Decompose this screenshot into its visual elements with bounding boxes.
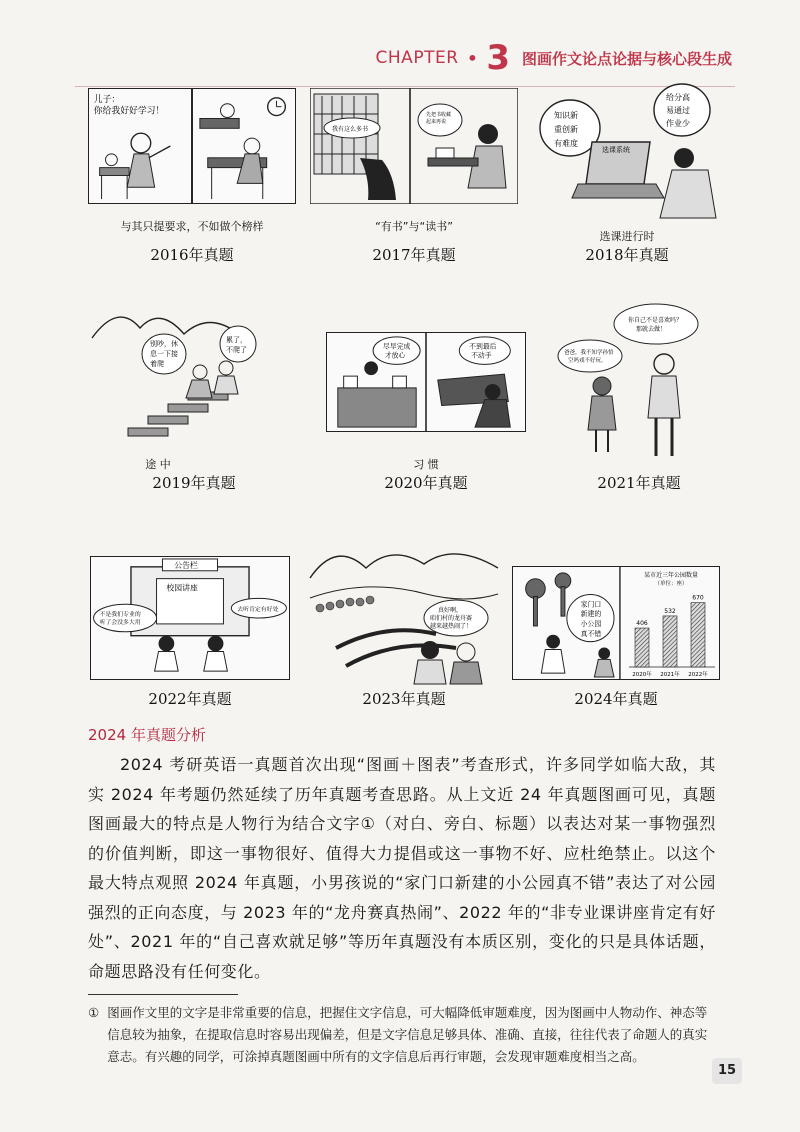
cartoon-2018 <box>532 80 722 220</box>
chart-value-label-0: 406 <box>636 620 648 628</box>
notice-board-title: 公告栏 <box>174 560 198 570</box>
speech-2018-d: 给分高 <box>666 93 690 102</box>
chart-bar-0 <box>635 628 649 667</box>
caption-2017: “有书”与“读书” <box>375 220 453 233</box>
cartoon-2017 <box>310 88 518 204</box>
year-2024: 2024年真题 <box>574 690 658 708</box>
speech-2018-a: 知识新 <box>554 111 578 120</box>
analysis-paragraph <box>88 750 716 986</box>
chapter-number: 3 <box>486 38 510 78</box>
speech-2018-g: 选课系统 <box>602 146 630 154</box>
caption-2020: 习 惯 <box>413 458 439 471</box>
cartoon-2024 <box>512 566 720 680</box>
speech-2019-a: 别吵，休 <box>150 340 178 348</box>
cartoon-2020 <box>326 332 526 432</box>
chapter-word: CHAPTER <box>375 48 459 68</box>
year-2019: 2019年真题 <box>152 474 236 492</box>
chapter-dot: • <box>466 46 479 70</box>
speech-2020-b: 才放心 <box>384 351 406 360</box>
cartoon-2019 <box>88 298 300 454</box>
speech-2019-e: 不爬了 <box>226 346 247 354</box>
caption-2016: 与其只提要求，不如做个榜样 <box>120 220 264 233</box>
speech-2024-a: 家门口 <box>580 600 602 609</box>
page-number: 15 <box>712 1058 742 1084</box>
footnote-text: 图画作文里的文字是非常重要的信息，把握住文字信息，可大幅降低审题难度，因为图画中人物动作、神态等信息较为抽象，在提取信息时容易出现偏差，但是文字信息足够具体、准确、直接，往往代表了命题人的真实意志。有兴趣的同学，可涂掉真题图画中所有的文字信息后再行审题，会发现审题难度相当之高。 <box>107 1005 708 1064</box>
park-count-chart <box>621 567 720 680</box>
speech-2023-c: 越来越热闹了！ <box>430 623 473 630</box>
footnote-divider <box>88 994 238 995</box>
speech-2019-d: 累了， <box>226 336 247 344</box>
year-2016: 2016年真题 <box>150 246 234 264</box>
cartoon-2021 <box>556 300 722 460</box>
chart-value-label-2: 670 <box>692 594 704 602</box>
speech-2023-a: 真好啊， <box>438 607 463 614</box>
speech-2017-c: 起来再说 <box>426 119 447 125</box>
year-2018: 2018年真题 <box>585 246 669 264</box>
speech-2018-b: 重创新 <box>554 125 578 134</box>
analysis-text: 2024 考研英语一真题首次出现“图画＋图表”考查形式，许多同学如临大敌，其实 2024 年考题仍然延续了历年真题考查思路。从上文近 24 年真题图画可见，真题图画最大的特点是人物行为结合文字①（对白、旁白、标题）以表达对某一事物强烈的价值判断，即这一事物很好、值得大力提倡或这一事物不好、应杜绝禁止。以这个最大特点观照 2024 年真题，小男孩说的“家门口新建的小公园真不错”表达了对公园强烈的正向态度，与 2023 年的“龙舟赛真热闹”、2022 年的“非专业课讲座肯定有好处”、2021 年的“自己喜欢就足够”等历年真题没有本质区别，变化的只是具体话题，命题思路没有任何变化。 <box>88 755 716 981</box>
speech-2018-f: 作业少 <box>666 119 690 128</box>
section-title: 2024 年真题分析 <box>88 726 206 744</box>
footnote <box>88 1002 718 1068</box>
notice-lecture: 校园讲座 <box>166 583 198 593</box>
chapter-header <box>376 38 732 78</box>
speech-2024-d: 真不错 <box>580 629 602 638</box>
speech-2024-c: 小公园 <box>580 619 602 628</box>
speech-2022-b: 听了会没多大用 <box>99 619 141 626</box>
chart-category-label-1: 2021年 <box>660 672 680 678</box>
speech-2017-b: 先把书收藏 <box>426 112 452 118</box>
speech-2016-b: 你给我好好学习！ <box>93 106 165 117</box>
speech-2017-a: 我有这么多书 <box>332 126 369 133</box>
chart-subtitle: （单位：座） <box>654 581 688 587</box>
speech-2022-a: 不是我们专业的 <box>99 612 141 619</box>
speech-2024-b: 新建的 <box>580 610 602 619</box>
speech-2023-b: 咱们村的龙舟赛 <box>430 615 473 622</box>
cartoon-2022 <box>90 556 290 680</box>
speech-2021-a: 你自己不是喜欢吗？ <box>628 317 683 324</box>
cartoon-2023 <box>306 538 502 686</box>
chart-title: 某市近三年公园数量 <box>643 572 699 579</box>
year-2020: 2020年真题 <box>384 474 468 492</box>
speech-2020-d: 不动手 <box>471 351 492 360</box>
cartoon-2016 <box>88 88 296 204</box>
speech-2021-c: 爸爸，我不知学孙悟 <box>564 350 614 356</box>
chart-bar-1 <box>663 616 677 667</box>
year-2023: 2023年真题 <box>362 690 446 708</box>
caption-2019: 途 中 <box>145 458 171 471</box>
caption-2018: 选课进行时 <box>599 230 655 243</box>
chart-category-label-0: 2020年 <box>632 672 652 678</box>
speech-2020-a: 尽早完成 <box>382 342 411 351</box>
speech-2020-c: 不到最后 <box>469 342 497 351</box>
speech-2021-b: 那就去做！ <box>636 326 667 333</box>
year-2022: 2022年真题 <box>148 690 232 708</box>
footnote-mark: ① <box>88 1005 100 1020</box>
year-2017: 2017年真题 <box>372 246 456 264</box>
speech-2022-c: 去听肯定有好处 <box>237 607 279 614</box>
chart-bar-2 <box>691 603 705 667</box>
speech-2016-a: 儿子： <box>93 94 121 105</box>
chart-value-label-1: 532 <box>664 607 676 615</box>
speech-2018-c: 有难度 <box>554 139 578 148</box>
speech-2021-d: 空吗戏不好玩。 <box>568 358 607 364</box>
year-2021: 2021年真题 <box>597 474 681 492</box>
speech-2019-b: 息一下接 <box>150 350 178 358</box>
chart-category-label-2: 2022年 <box>688 672 708 678</box>
speech-2018-e: 易通过 <box>666 106 690 115</box>
speech-2019-c: 着爬 <box>150 360 164 368</box>
chapter-title: 图画作文论点论据与核心段生成 <box>521 49 732 68</box>
